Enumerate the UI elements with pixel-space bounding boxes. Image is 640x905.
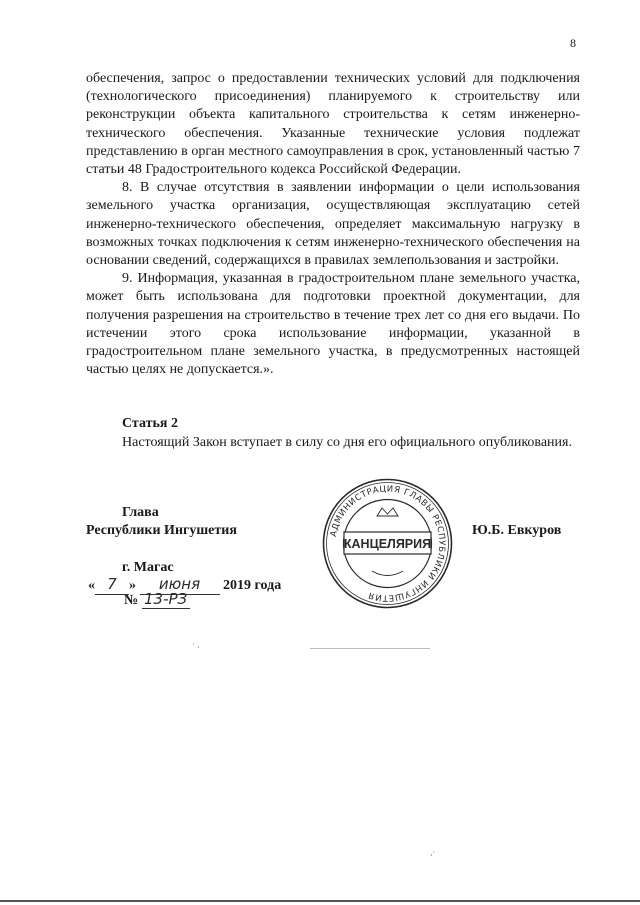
speck-mark: ,· <box>430 848 436 857</box>
date-day: 7 <box>107 575 117 593</box>
number-value: 13-РЗ <box>142 590 190 609</box>
date-open-quote: « <box>88 578 95 593</box>
speck-mark: · , <box>192 640 200 649</box>
date-month: июня <box>158 575 201 593</box>
emblem-icon <box>377 508 398 516</box>
faint-mark <box>310 648 430 649</box>
page-number: 8 <box>570 36 576 50</box>
stamp-ring-text: АДМИНИСТРАЦИЯ ГЛАВЫ РЕСПУБЛИКИ ИНГУШЕТИЯ <box>328 484 447 603</box>
place-of-signing: г. Магас <box>122 560 174 575</box>
signatory-title-line2: Республики Ингушетия <box>86 523 237 538</box>
stamp-center-text: КАНЦЕЛЯРИЯ <box>343 537 432 551</box>
stamp-ornament-icon <box>372 571 403 576</box>
article-title: Статья 2 <box>122 416 178 431</box>
paragraph-item-8: 8. В случае отсутствия в заявлении информации о цели использования земельного участка организация, осуществляющая эксплуатацию сетей инженерно-технического обеспечения, определяет максимальную нагрузку в возможных точках подключения к сетям инженерно-технического обеспечения на основании сведений, содержащихся в правилах землепользования и застройки. <box>86 180 580 269</box>
scan-edge <box>0 900 640 902</box>
date-close-quote: » <box>129 578 136 593</box>
signatory-name: Ю.Б. Евкуров <box>472 523 562 538</box>
office-stamp <box>320 476 455 611</box>
number-prefix: № <box>124 593 139 608</box>
document-number <box>124 590 190 609</box>
body-text <box>86 70 580 379</box>
paragraph-item-9: 9. Информация, указанная в градостроительном плане земельного участка, может быть использована для подготовки проектной документации, для получения разрешения на строительство в течение трех лет со дня его выдачи. По истечении этого срока использование информации, указанной в градостроительном плане земельного участка, в предусмотренных настоящей частью целях не допускается.». <box>86 271 580 378</box>
signatory-title-line1: Глава <box>122 505 159 520</box>
paragraph-continuation: обеспечения, запрос о предоставлении технических условий для подключения (технологического присоединения) планируемого к строительству или реконструкции объекта капитального строительства к сетям инженерно-технического обеспечения. Указанные технические условия подлежат представлению в орган местного самоуправления в срок, установленный частью 7 статьи 48 Градостроительного кодекса Российской Федерации. <box>86 71 580 178</box>
article-body: Настоящий Закон вступает в силу со дня его официального опубликования. <box>122 435 572 450</box>
date-year: 2019 года <box>223 578 282 593</box>
